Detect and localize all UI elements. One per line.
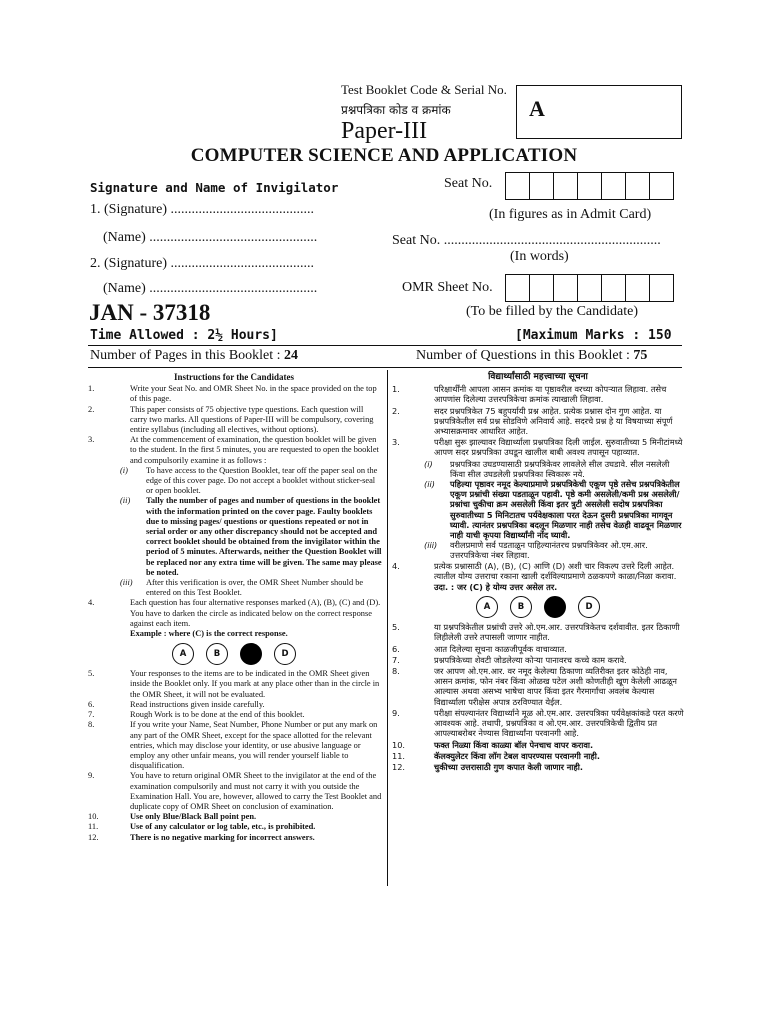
invigilator-signature-2: 2. (Signature) ......................................... <box>90 256 314 271</box>
seat-digit-box[interactable] <box>577 172 602 200</box>
list-item: 1. Write your Seat No. and OMR Sheet No. in the space provided on the top of this page. <box>88 384 377 404</box>
answer-example-circles <box>86 643 382 665</box>
pages-label: Number of Pages in this Booklet : <box>90 348 285 363</box>
time-allowed: Time Allowed : 2½ Hours] <box>90 328 278 343</box>
option-circle-b: B <box>206 643 228 665</box>
seat-digit-box[interactable] <box>649 172 674 200</box>
omr-sheet-label: OMR Sheet No. <box>402 280 493 295</box>
questions-count <box>416 348 647 364</box>
list-item: 9. You have to return original OMR Sheet to the invigilator at the end of the examination compulsorily and must not carry it with you outside the Examination Hall. You are, however, allowed to carry the Test Booklet and duplicate copy of OMR Sheet on conclusion of examination. <box>88 771 382 811</box>
list-item: 11. Use of any calculator or log table, etc., is prohibited. <box>88 822 316 832</box>
list-item: 8. If you write your Name, Seat Number, Phone Number or put any mark on any part of the OMR Sheet, except for the space allotted for the relevant entries, which may disclose your identity, or use abusive language or employ any other unfair means, you will render yourself liable to disqualification. <box>88 720 378 771</box>
seat-figures-note: (In figures as in Admit Card) <box>489 207 652 222</box>
divider <box>88 345 682 346</box>
column-divider <box>387 370 388 886</box>
option-circle-b: B <box>510 596 532 618</box>
omr-digit-box[interactable] <box>577 274 602 302</box>
option-circle-d: D <box>274 643 296 665</box>
invigilator-name-1: (Name) ................................................ <box>103 230 318 245</box>
omr-number-boxes[interactable] <box>505 274 673 302</box>
list-item: 2. सदर प्रश्नपत्रिकेत 75 बहुपर्यायी प्रश्न आहेत. प्रत्येक प्रश्नास दोन गुण आहेत. या प्रश्नपत्रिकेतील सर्व प्रश्न सोडविणे अनिवार्य आहे. सदरचे प्रश्न हे या विषयाच्या संपूर्ण अभ्यासक्रमावर आधारित आहेत. <box>392 405 673 437</box>
list-item: 12. There is no negative marking for incorrect answers. <box>88 832 315 842</box>
instructions-heading-marathi: विद्यार्थ्यांसाठी महत्त्वाच्या सूचना <box>488 372 588 382</box>
subject-title: COMPUTER SCIENCE AND APPLICATION <box>190 145 578 166</box>
list-item: 10. फक्त निळ्या किंवा काळ्या बॉल पेनचाच वापर करावा. <box>392 739 594 750</box>
list-subitem: (ii) Tally the number of pages and number of questions in the booklet with the information printed on the cover page. Faulty booklets due to missing pages/ questions or questions repeated or not in serial order or any other discrepancy should not be accepted and correct booklet should be obtained from the invigilator within the period of 5 minutes. Afterwards, neither the Question Booklet will be replaced nor any extra time will be given. The same may please be noted. <box>120 496 382 577</box>
list-subitem: (i) प्रश्नपत्रिका उघडण्यासाठी प्रश्नपत्रिकेवर लावलेले सील उघडावे. सील नसलेली किंवा सील उघडलेली प्रश्नपत्रिका स्विकारू नये. <box>424 458 670 479</box>
seat-number-boxes[interactable] <box>505 172 673 200</box>
list-item: 5. Your responses to the items are to be indicated in the OMR Sheet given inside the Booklet only. If you mark at any place other than in the circle in the OMR Sheet, it will not be evaluated. <box>88 669 380 699</box>
list-item: 9. परीक्षा संपल्यानंतर विद्यार्थ्याने मूळ ओ.एम.आर. उत्तरपत्रिका पर्यवेक्षकांकडे परत करणे आवश्यक आहे. तथापी, प्रश्नपत्रिका व ओ.एम.आर. उत्तरपत्रिकेची द्वितीय प्रत आपल्याबरोबर नेण्यास विद्यार्थ्यांना परवानगी आहे. <box>392 707 684 739</box>
list-item: 1. परिक्षार्थींनी आपला आसन क्रमांक या पृष्ठावरील वरच्या कोपऱ्यात लिहावा. तसेच आपणांस दिलेल्या उत्तरपत्रिकेचा क्रमांक त्याखाली लिहावा. <box>392 384 667 405</box>
instructions-english <box>86 372 382 843</box>
pages-value: 24 <box>284 348 299 363</box>
list-item: 3. At the commencement of examination, the question booklet will be given to the student. In the first 5 minutes, you are requested to open the booklet and compulsorily examine it as follows : <box>88 435 379 465</box>
invigilator-name-2: (Name) ................................................ <box>103 281 318 296</box>
seat-number-words-line[interactable]: Seat No. .............................................................. <box>392 233 661 248</box>
option-circle-d: D <box>578 596 600 618</box>
questions-value: 75 <box>633 348 648 363</box>
list-item: 10. Use only Blue/Black Ball point pen. <box>88 812 257 822</box>
omr-digit-box[interactable] <box>601 274 626 302</box>
list-item: 11. कॅलक्युलेटर किंवा लॉग टेबल वापरण्यास परवानगी नाही. <box>392 750 600 761</box>
omr-digit-box[interactable] <box>553 274 578 302</box>
seat-number-label: Seat No. <box>444 176 493 191</box>
list-item: 3. परीक्षा सुरू झाल्यावर विद्यार्थ्याला प्रश्नपत्रिका दिली जाईल. सुरुवातीच्या 5 मिनीटांमध्ये आपण सदर प्रश्नपत्रिका उघडून खालील बाबी अवश्य तपासून पहाव्यात. <box>392 437 683 458</box>
booklet-code: A <box>529 96 545 121</box>
seat-digit-box[interactable] <box>625 172 650 200</box>
omr-digit-box[interactable] <box>505 274 530 302</box>
seat-digit-box[interactable] <box>529 172 554 200</box>
list-item: Example : where (C) is the correct response. <box>130 629 288 639</box>
list-item: 8. जर आपण ओ.एम.आर. वर नमूद केलेल्या ठिकाणा व्यतिरीक्त इतर कोठेही नाव, आसन क्रमांक, फोन नंबर किंवा ओळख पटेल अशी कोणतीही खूण केलेली आढळून आल्यास अथवा असभ्य भाषेचा वापर किंवा इतर गैरमार्गांचा अवलंब केल्यास विद्यार्थ्याला परीक्षेस अपात्र ठरविण्यात येईल. <box>392 666 677 707</box>
list-item: 6. आत दिलेल्या सूचना काळजीपूर्वक वाचाव्यात. <box>392 643 567 654</box>
list-item: उदा. : जर (C) हे योग्य उत्तर असेल तर. <box>434 582 558 593</box>
invigilator-signature-1: 1. (Signature) ......................................... <box>90 202 314 217</box>
seat-words-note: (In words) <box>510 249 569 264</box>
list-item: 7. Rough Work is to be done at the end of this booklet. <box>88 710 305 720</box>
invigilator-heading: Signature and Name of Invigilator <box>90 180 339 195</box>
questions-label: Number of Questions in this Booklet : <box>416 348 634 363</box>
list-item: 6. Read instructions given inside carefully. <box>88 699 265 709</box>
omr-digit-box[interactable] <box>625 274 650 302</box>
booklet-code-label-marathi: प्रश्नपत्रिका कोड व क्रमांक <box>341 103 451 117</box>
list-item: 4. प्रत्येक प्रश्नासाठी (A), (B), (C) आणि (D) अशी चार विकल्प उत्तरे दिली आहेत. त्यातील योग्य उत्तराचा रकाना खाली दर्शविल्याप्रमाणे ठळकपणे काळा/निळा करावा. <box>392 560 677 581</box>
list-item: 5. या प्रश्नपत्रिकेतील प्रश्नांची उत्तरे ओ.एम.आर. उत्तरपत्रिकेतच दर्शवावीत. इतर ठिकाणी लिहीलेली उत्तरे तपासली जाणार नाहीत. <box>392 622 680 643</box>
option-circle-c-filled <box>544 596 566 618</box>
option-circle-c-filled <box>240 643 262 665</box>
booklet-code-label: Test Booklet Code & Serial No. <box>341 82 507 97</box>
list-subitem: (i) To have access to the Question Booklet, tear off the paper seal on the edge of this cover page. Do not accept a booklet without sticker-seal or open booklet. <box>120 465 378 496</box>
instructions-marathi <box>390 372 686 773</box>
list-item: 12. चुकीच्या उत्तरासाठी गुण कपात केली जाणार नाही. <box>392 761 584 772</box>
option-circle-a: A <box>172 643 194 665</box>
exam-code: JAN - 37318 <box>89 300 211 325</box>
seat-digit-box[interactable] <box>601 172 626 200</box>
booklet-code-box <box>516 85 682 139</box>
omr-digit-box[interactable] <box>649 274 674 302</box>
list-subitem: (ii) पहिल्या पृष्ठावर नमूद केल्याप्रमाणे प्रश्नपत्रिकेची एकूण पृष्ठे तसेच प्रश्नपत्रिकेतील एकूण प्रश्नांची संख्या पडताळून पहावी. पृष्ठे कमी असलेली/कमी प्रश्न असलेली/प्रश्नांचा चुकीचा क्रम असलेली किंवा इतर त्रुटी असलेली सदोष प्रश्नपत्रिका सुरुवातीच्या 5 मिनिटातच पर्यवेक्षकाला परत देऊन दुसरी प्रश्नपत्रिका मागवून घ्यावी. त्यानंतर प्रश्नपत्रिका बदलून मिळणार नाही तसेच वेळही वाढवून मिळणार नाही याची कृपया विद्यार्थ्यांनी नोंद घ्यावी. <box>424 479 682 541</box>
answer-example-circles <box>390 596 686 618</box>
pages-count <box>90 348 298 364</box>
list-item: 2. This paper consists of 75 objective type questions. Each question will carry two marks. All questions of Paper-III will be compulsory, covering entire syllabus (including all electives, without options). <box>88 404 374 435</box>
maximum-marks: [Maximum Marks : 150 <box>515 328 672 343</box>
divider <box>88 367 682 368</box>
list-item: 4. Each question has four alternative responses marked (A), (B), (C) and (D). You have to darken the circle as indicated below on the correct response against each item. <box>88 598 381 628</box>
list-item: 7. प्रश्नपत्रिकेच्या शेवटी जोडलेल्या कोऱ्या पानावरच कच्चे काम करावे. <box>392 654 627 665</box>
paper-title: Paper-III <box>341 118 428 144</box>
seat-digit-box[interactable] <box>505 172 530 200</box>
list-subitem: (iii) After this verification is over, the OMR Sheet Number should be entered on this Test Booklet. <box>120 578 364 598</box>
omr-digit-box[interactable] <box>529 274 554 302</box>
omr-note: (To be filled by the Candidate) <box>466 304 639 319</box>
list-subitem: (iii) वरीलप्रमाणे सर्व पडताळून पाहिल्यानंतरच प्रश्नपत्रिकेवर ओ.एम.आर. उत्तरपत्रिकेचा नंबर लिहावा. <box>424 540 648 561</box>
seat-digit-box[interactable] <box>553 172 578 200</box>
option-circle-a: A <box>476 596 498 618</box>
instructions-heading: Instructions for the Candidates <box>173 372 295 382</box>
